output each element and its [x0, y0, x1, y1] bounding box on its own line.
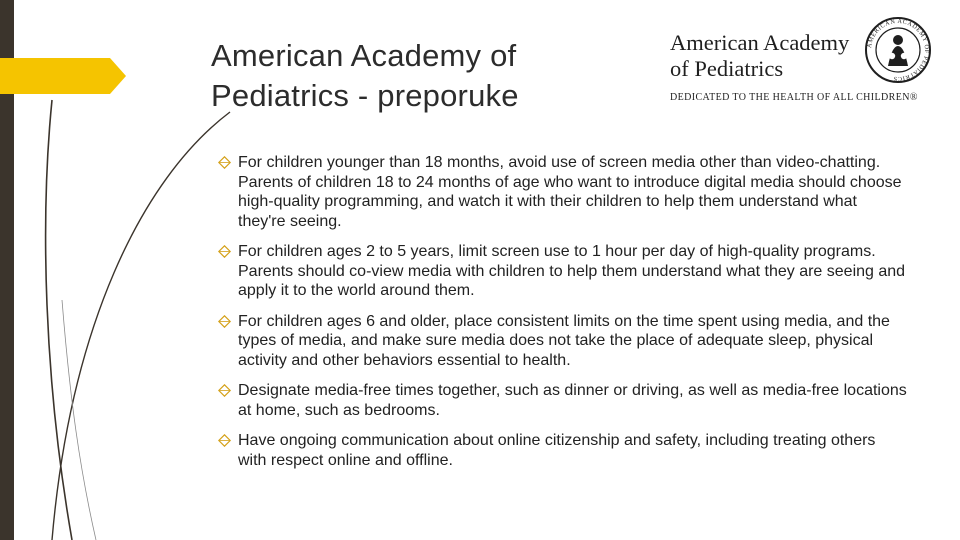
bullet-text: Designate media-free times together, such as dinner or driving, as well as media-free locations at home, such as bedrooms.	[238, 382, 907, 419]
bullet-item	[218, 381, 908, 420]
bullet-text: For children younger than 18 months, avoid use of screen media other than video-chatting. Parents of children 18 to 24 months of age who want to introduce digital media should choose high-quality programming, and watch it with their children to help them understand what they're seeing.	[238, 154, 902, 230]
seal-ring-text: AMERICAN ACADEMY OF PEDIATRICS	[866, 17, 931, 83]
bullet-item	[218, 312, 908, 371]
bullet-item	[218, 153, 908, 231]
bullet-text: Have ongoing communication about online citizenship and safety, including treating others with respect online and offline.	[238, 432, 876, 469]
diamond-outline-icon	[218, 156, 231, 169]
aap-logo	[668, 16, 940, 108]
bullet-text: For children ages 2 to 5 years, limit screen use to 1 hour per day of high-quality programs. Parents should co-view media with children to help them understand what they are seeing and apply it to the world around them.	[238, 243, 906, 299]
diamond-outline-icon	[218, 315, 231, 328]
diamond-outline-icon	[218, 384, 231, 397]
yellow-accent-arrow	[0, 58, 126, 94]
bullet-list	[218, 153, 908, 481]
bullet-item	[218, 431, 908, 470]
logo-tagline: DEDICATED TO THE HEALTH OF ALL CHILDREN®	[670, 92, 918, 103]
diamond-outline-icon	[218, 434, 231, 447]
slide-title: American Academy of Pediatrics - preporuke	[211, 38, 519, 113]
decorative-curve-1	[46, 100, 72, 540]
logo-organization-name: American Academy of Pediatrics	[670, 30, 850, 81]
aap-seal-icon	[864, 16, 932, 84]
bullet-item	[218, 242, 908, 301]
diamond-outline-icon	[218, 245, 231, 258]
decorative-curve-2	[52, 112, 230, 540]
bullet-text: For children ages 6 and older, place consistent limits on the time spent using media, and the types of media, and make sure media does not take the place of adequate sleep, physical activity and other behaviors essential to health.	[238, 312, 890, 369]
